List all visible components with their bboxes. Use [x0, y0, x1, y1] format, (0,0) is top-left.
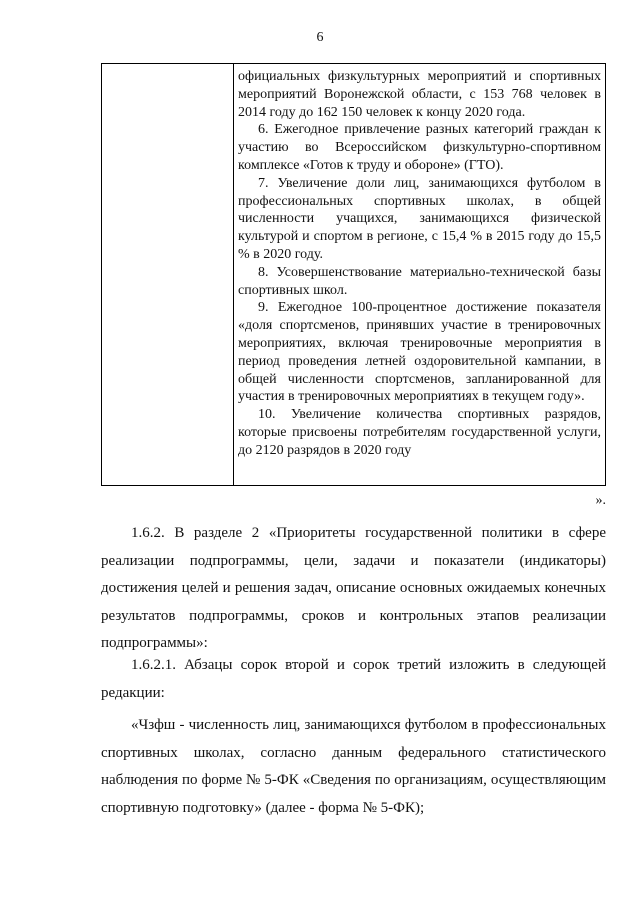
paragraph-definition: [101, 712, 606, 822]
table-item-6: 6. Ежегодное привлечение разных категорий граждан к участию во Всероссийском физкультурно-спортивном комплексе «Готов к труду и обороне» (ГТО).: [238, 122, 601, 173]
table-item-10: 10. Увеличение количества спортивных разрядов, которые присвоены потребителям государственной услуги, до 2120 разрядов в 2020 году: [238, 407, 601, 458]
paragraph-section-2-amendment: [101, 520, 606, 658]
table-item-7: 7. Увеличение доли лиц, занимающихся футболом в профессиональных спортивных школах, в общей численности учащихся, занимающихся физической культурой и спортом в регионе, с 15,4 % в 2015 году до 15,5 % в 2020 году.: [238, 175, 601, 262]
table-item-8: 8. Усовершенствование материально-технической базы спортивных школ.: [238, 264, 601, 298]
table-item-5-continuation: официальных физкультурных мероприятий и спортивных мероприятий Воронежской области, с 153 768 человек в 2014 году до 162 150 человек к концу 2020 года.: [238, 69, 601, 120]
table-column-divider: [233, 64, 234, 485]
paragraph-text: «Чзфш - численность лиц, занимающихся футболом в профессиональных спортивных школах, согласно данным федерального статистического наблюдения по форме № 5-ФК «Сведения по организациям, осуществляющим спортивную подготовку» (далее - форма № 5-ФК);: [101, 717, 606, 816]
paragraph-text: 1.6.2. В разделе 2 «Приоритеты государственной политики в сфере реализации подпрограммы, цели, задачи и показатели (индикаторы) достижения целей и решения задач, описание основных ожидаемых конечных результатов подпрограммы, сроков и контрольных этапов реализации подпрограммы»:: [101, 525, 606, 651]
table-cell-text: [238, 68, 601, 460]
closing-quote: ».: [595, 493, 606, 508]
table-item-9: 9. Ежегодное 100-процентное достижение показателя «доля спортсменов, принявших участие в тренировочных мероприятиях, включая тренировочные мероприятия в период проведения летней оздоровительной кампании, в общей численности спортсменов, запланированной для участия в тренировочных мероприятиях в текущем году».: [238, 300, 601, 405]
paragraph-subsection-amendment: [101, 652, 606, 707]
amendment-table: [101, 63, 606, 486]
paragraph-text: 1.6.2.1. Абзацы сорок второй и сорок третий изложить в следующей редакции:: [101, 657, 606, 701]
page-number: 6: [316, 30, 324, 45]
